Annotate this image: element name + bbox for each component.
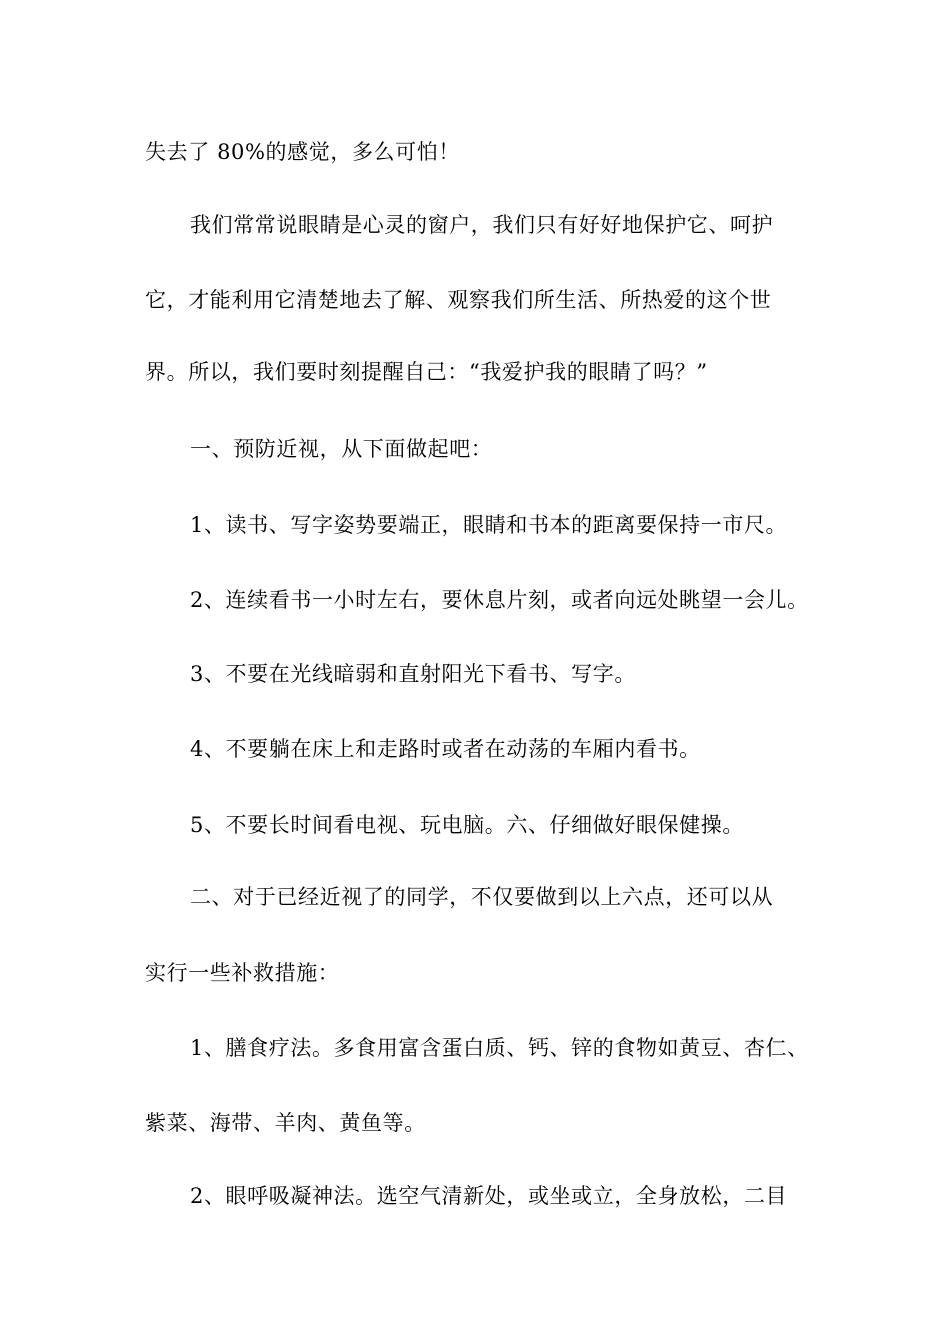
text-line-15: 2、眼呼吸凝神法。选空气清新处，或坐或立，全身放松，二目 [190, 1184, 788, 1208]
text-line-9: 4、不要躺在床上和走路时或者在动荡的车厢内看书。 [190, 737, 701, 761]
text-line-5: 一、预防近视，从下面做起吧： [190, 437, 493, 461]
text-line-7: 2、连续看书一小时左右，要休息片刻，或者向远处眺望一会儿。 [190, 588, 809, 612]
text-line-6: 1、读书、写字姿势要端正，眼睛和书本的距离要保持一市尺。 [190, 513, 788, 537]
text-line-11: 二、对于已经近视了的同学，不仅要做到以上六点，还可以从 [190, 885, 774, 909]
text-line-2: 我们常常说眼睛是心灵的窗户，我们只有好好地保护它、呵护 [190, 213, 774, 237]
text-line-4: 界。所以，我们要时刻提醒自己：“我爱护我的眼睛了吗？” [145, 360, 708, 384]
text-line-3: 它，才能利用它清楚地去了解、观察我们所生活、所热爱的这个世 [145, 288, 772, 312]
text-line-8: 3、不要在光线暗弱和直射阳光下看书、写字。 [190, 662, 636, 686]
text-line-10: 5、不要长时间看电视、玩电脑。六、仔细做好眼保健操。 [190, 813, 744, 837]
text-line-13: 1、膳食疗法。多食用富含蛋白质、钙、锌的食物如黄豆、杏仁、 [190, 1036, 809, 1060]
text-line-1: 失去了 80%的感觉，多么可怕！ [145, 140, 460, 164]
text-line-14: 紫菜、海带、羊肉、黄鱼等。 [145, 1111, 426, 1135]
text-line-12: 实行一些补救措施： [145, 961, 340, 985]
